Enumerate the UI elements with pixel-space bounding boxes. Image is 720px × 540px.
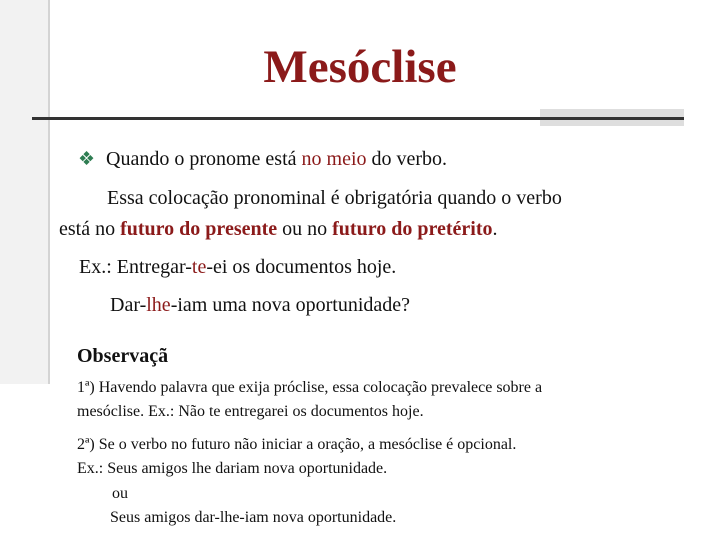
paragraph-line-2-mid: ou no bbox=[277, 218, 333, 240]
bullet-highlight: no meio bbox=[301, 148, 367, 170]
bullet-text-after: do verbo. bbox=[366, 148, 448, 170]
bullet-text-before: Quando o pronome está bbox=[106, 148, 302, 170]
title-rule bbox=[32, 117, 684, 120]
example-1-pronoun: te bbox=[191, 256, 207, 278]
paragraph-line-2-end: . bbox=[492, 218, 498, 240]
example-1 bbox=[79, 256, 396, 279]
rule-1-line-2: mesóclise. Ex.: Não te entregarei os documentos hoje. bbox=[77, 403, 424, 420]
example-2 bbox=[110, 294, 410, 317]
paragraph-line-2 bbox=[59, 218, 498, 241]
diamond-bullet-icon: ❖ bbox=[78, 149, 96, 170]
term-futuro-do-preterito: futuro do pretérito bbox=[332, 218, 493, 240]
bullet-line bbox=[78, 148, 447, 171]
example-2-post: -iam uma nova oportunidade? bbox=[170, 294, 411, 316]
rule-2-line-4: Seus amigos dar-lhe-iam nova oportunidade. bbox=[110, 509, 397, 526]
example-1-post: -ei os documentos hoje. bbox=[206, 256, 397, 278]
rule-2-line-2: Ex.: Seus amigos lhe dariam nova oportunidade. bbox=[77, 460, 388, 477]
example-2-pre: Dar- bbox=[110, 294, 147, 316]
paragraph-line-2-pre: está no bbox=[59, 218, 121, 240]
paragraph-line-1: Essa colocação pronominal é obrigatória quando o verbo bbox=[107, 187, 562, 209]
example-2-pronoun: lhe bbox=[146, 294, 171, 316]
slide-title: Mesóclise bbox=[263, 41, 457, 93]
term-futuro-do-presente: futuro do presente bbox=[120, 218, 278, 240]
rule-2-line-1: 2ª) Se o verbo no futuro não iniciar a oração, a mesóclise é opcional. bbox=[77, 436, 517, 453]
rule-2-line-3: ou bbox=[112, 485, 128, 502]
observation-heading: Observaçã bbox=[77, 345, 169, 367]
example-1-pre: Ex.: Entregar- bbox=[79, 256, 192, 278]
rule-1-line-1: 1ª) Havendo palavra que exija próclise, essa colocação prevalece sobre a bbox=[77, 379, 543, 396]
